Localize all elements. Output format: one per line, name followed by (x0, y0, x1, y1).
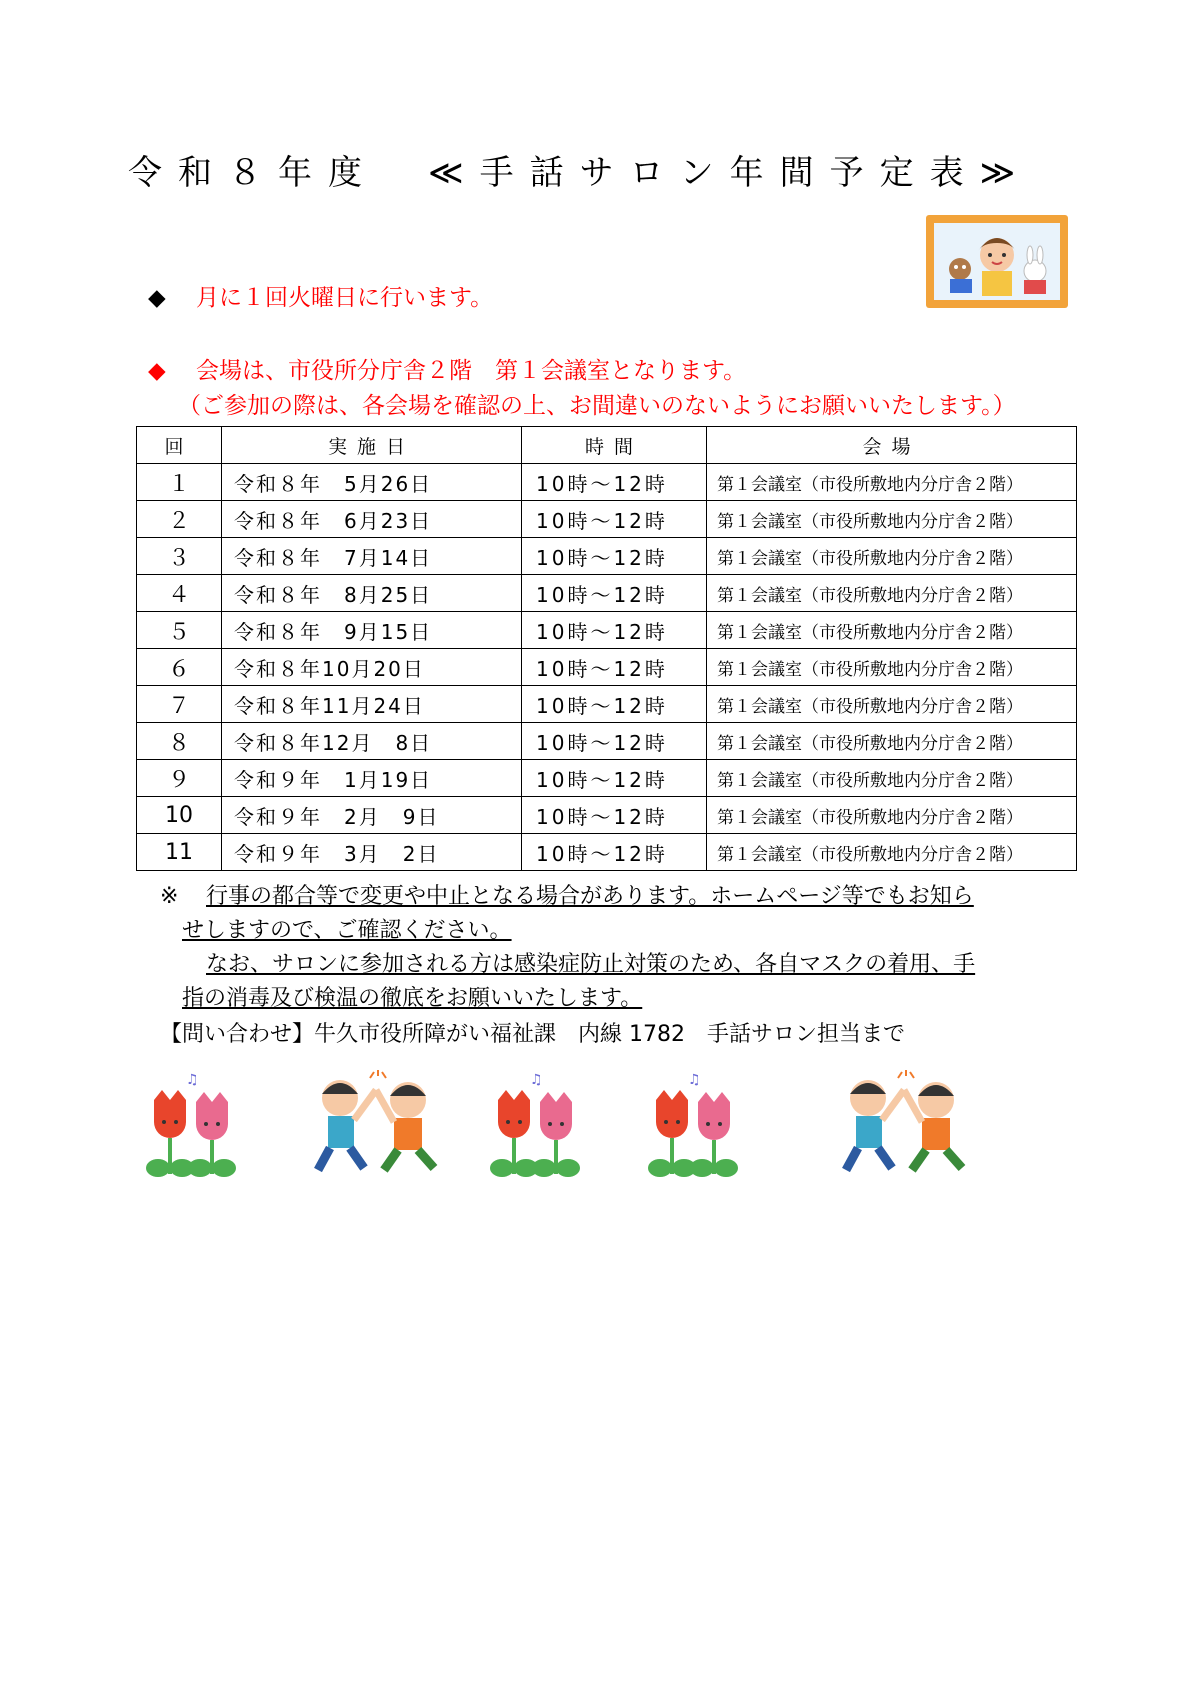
header-venue: 会場 (707, 427, 1077, 464)
notice-line: 行事の都合等で変更や中止となる場合があります。ホームページ等でもお知ら (206, 884, 974, 909)
time-cell: 10時～12時 (522, 797, 707, 834)
time-cell: 10時～12時 (522, 464, 707, 501)
header-time: 時間 (522, 427, 707, 464)
table-row (137, 501, 1077, 538)
time-cell: 10時～12時 (522, 686, 707, 723)
round-cell: ２ (137, 501, 222, 538)
schedule-table-body (137, 464, 1077, 871)
svg-text:♫: ♫ (530, 1072, 543, 1088)
round-cell: 11 (137, 834, 222, 871)
time-cell: 10時～12時 (522, 501, 707, 538)
round-cell: ５ (137, 612, 222, 649)
svg-text:♫: ♫ (688, 1072, 701, 1088)
round-cell: １ (137, 464, 222, 501)
header-round: 回 (137, 427, 222, 464)
date-cell: 令和８年 9月15日 (222, 612, 522, 649)
venue-confirm-note: （ご参加の際は、各会場を確認の上、お間違いのないようにお願いいたします。） (178, 393, 1016, 419)
venue-cell: 第１会議室（市役所敷地内分庁舎２階） (707, 723, 1077, 760)
header-date: 実施日 (222, 427, 522, 464)
diamond-bullet-icon: ◆ (148, 358, 166, 384)
time-cell: 10時～12時 (522, 723, 707, 760)
singing-tulips-illustration (646, 1070, 746, 1185)
framed-children-illustration (924, 213, 1070, 310)
table-row (137, 797, 1077, 834)
table-row (137, 464, 1077, 501)
round-cell: ７ (137, 686, 222, 723)
diamond-bullet-icon: ◆ (148, 285, 166, 311)
venue-cell: 第１会議室（市役所敷地内分庁舎２階） (707, 797, 1077, 834)
bullet-text: 月に１回火曜日に行います。 (196, 285, 494, 311)
date-cell: 令和８年 7月14日 (222, 538, 522, 575)
notice-line: 指の消毒及び検温の徹底をお願いいたします。 (182, 986, 643, 1011)
schedule-frequency-note (148, 283, 493, 313)
date-cell: 令和８年 6月23日 (222, 501, 522, 538)
round-cell: ３ (137, 538, 222, 575)
kids-high-five-illustration (290, 1070, 460, 1185)
table-row (137, 612, 1077, 649)
table-row (137, 834, 1077, 871)
venue-cell: 第１会議室（市役所敷地内分庁舎２階） (707, 760, 1077, 797)
date-cell: 令和８年 8月25日 (222, 575, 522, 612)
table-header-row (137, 427, 1077, 464)
venue-cell: 第１会議室（市役所敷地内分庁舎２階） (707, 464, 1077, 501)
venue-cell: 第１会議室（市役所敷地内分庁舎２階） (707, 686, 1077, 723)
venue-cell: 第１会議室（市役所敷地内分庁舎２階） (707, 834, 1077, 871)
time-cell: 10時～12時 (522, 612, 707, 649)
table-row (137, 686, 1077, 723)
venue-cell: 第１会議室（市役所敷地内分庁舎２階） (707, 501, 1077, 538)
table-row (137, 649, 1077, 686)
round-cell: 10 (137, 797, 222, 834)
contact-info: 【問い合わせ】牛久市役所障がい福祉課 内線 1782 手話サロン担当まで (160, 1022, 905, 1047)
date-cell: 令和９年 2月 9日 (222, 797, 522, 834)
round-cell: ４ (137, 575, 222, 612)
table-row (137, 723, 1077, 760)
time-cell: 10時～12時 (522, 834, 707, 871)
date-cell: 令和８年10月20日 (222, 649, 522, 686)
svg-text:♫: ♫ (186, 1072, 199, 1088)
table-row (137, 760, 1077, 797)
kids-high-five-illustration (818, 1070, 988, 1185)
venue-note (148, 356, 746, 386)
venue-cell: 第１会議室（市役所敷地内分庁舎２階） (707, 538, 1077, 575)
date-cell: 令和９年 1月19日 (222, 760, 522, 797)
reference-mark-icon: ※ (160, 884, 179, 909)
notice-line: せしますので、ご確認ください。 (182, 918, 512, 943)
notice-line: なお、サロンに参加される方は感染症防止対策のため、各自マスクの着用、手 (206, 952, 976, 977)
venue-cell: 第１会議室（市役所敷地内分庁舎２階） (707, 575, 1077, 612)
date-cell: 令和８年11月24日 (222, 686, 522, 723)
notice-block (160, 880, 1090, 1016)
date-cell: 令和８年12月 8日 (222, 723, 522, 760)
schedule-table (136, 426, 1077, 871)
page-title: 令和８年度 ≪手話サロン年間予定表≫ (128, 153, 1032, 193)
table-row (137, 538, 1077, 575)
round-cell: ６ (137, 649, 222, 686)
date-cell: 令和８年 5月26日 (222, 464, 522, 501)
venue-cell: 第１会議室（市役所敷地内分庁舎２階） (707, 649, 1077, 686)
time-cell: 10時～12時 (522, 760, 707, 797)
singing-tulips-illustration (144, 1070, 244, 1185)
round-cell: ８ (137, 723, 222, 760)
table-row (137, 575, 1077, 612)
time-cell: 10時～12時 (522, 538, 707, 575)
time-cell: 10時～12時 (522, 575, 707, 612)
bullet-text: 会場は、市役所分庁舎２階 第１会議室となります。 (196, 358, 747, 384)
time-cell: 10時～12時 (522, 649, 707, 686)
date-cell: 令和９年 3月 2日 (222, 834, 522, 871)
venue-cell: 第１会議室（市役所敷地内分庁舎２階） (707, 612, 1077, 649)
round-cell: ９ (137, 760, 222, 797)
singing-tulips-illustration (488, 1070, 588, 1185)
